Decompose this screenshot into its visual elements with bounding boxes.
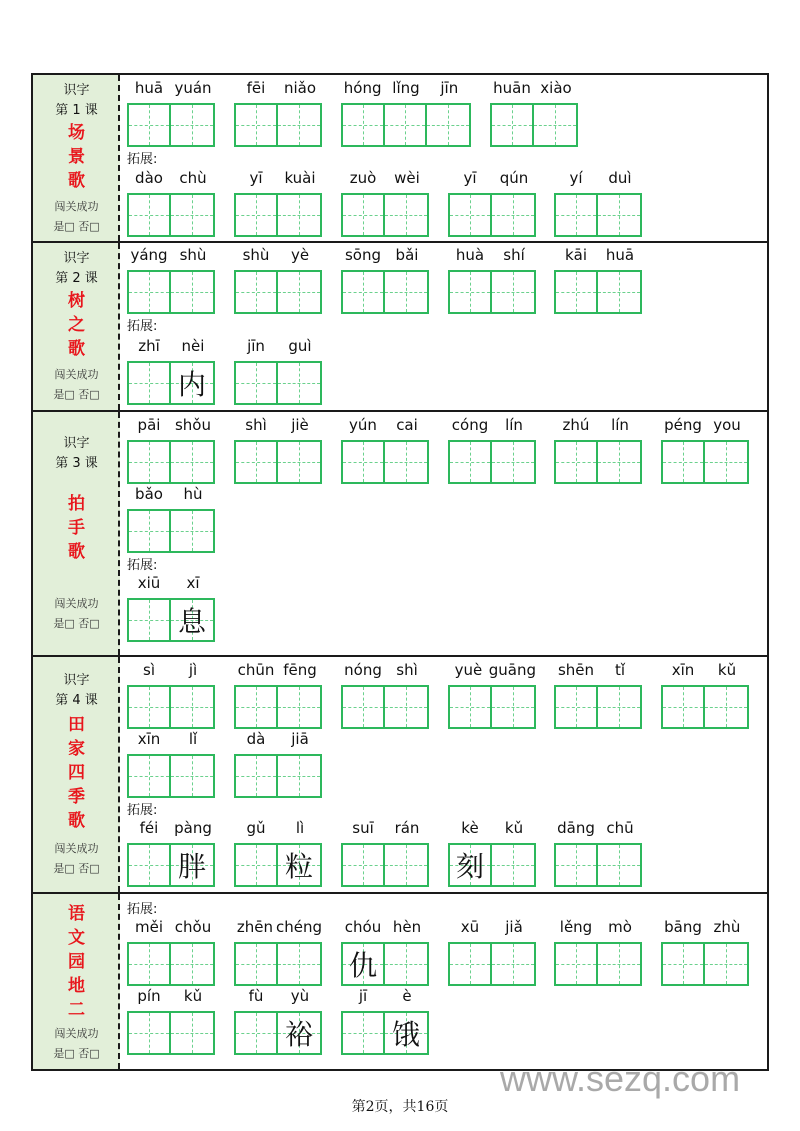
pinyin: suī <box>352 819 374 837</box>
tianzige-cell[interactable] <box>236 195 278 235</box>
pinyin: zhú <box>562 416 590 434</box>
lesson-sidebar <box>33 894 120 1069</box>
pinyin: duì <box>608 169 632 187</box>
lesson-3 <box>33 412 767 657</box>
tianzige-cell[interactable] <box>598 272 640 312</box>
tianzige-cell[interactable] <box>343 105 385 145</box>
tianzige-cell[interactable] <box>236 442 278 482</box>
pinyin: niǎo <box>283 79 317 97</box>
extension-label: 拓展: <box>127 319 158 334</box>
lesson-title-char: 地 <box>68 976 85 996</box>
tianzige-cell[interactable] <box>556 442 598 482</box>
pinyin: lín <box>505 416 523 434</box>
extension-label: 拓展: <box>127 152 158 167</box>
tianzige-cell[interactable] <box>129 363 171 403</box>
pinyin: péng <box>664 416 702 434</box>
pinyin: è <box>402 987 412 1005</box>
tianzige-cell[interactable] <box>556 687 598 727</box>
tianzige-cell[interactable] <box>450 687 492 727</box>
pinyin: shēn <box>557 661 595 679</box>
tianzige-cell[interactable] <box>343 687 385 727</box>
pinyin: sōng <box>344 246 382 264</box>
pinyin: shù <box>242 246 270 264</box>
tianzige-cell[interactable] <box>705 944 747 984</box>
tianzige-cell[interactable] <box>129 845 171 885</box>
pinyin: lǐng <box>392 79 420 97</box>
lesson-title-char: 歌 <box>68 171 85 191</box>
pinyin: qún <box>499 169 529 187</box>
tianzige-cell[interactable] <box>343 845 385 885</box>
lesson-title-char: 场 <box>68 123 85 143</box>
pinyin: huà <box>455 246 485 264</box>
pinyin: xiū <box>137 574 161 592</box>
pinyin: dào <box>135 169 163 187</box>
tianzige-cell[interactable] <box>705 442 747 482</box>
pinyin: měi <box>134 918 163 936</box>
pinyin: wèi <box>394 169 420 187</box>
pass-choice[interactable]: 是□ 否□ <box>53 617 100 630</box>
lesson-title-char: 文 <box>68 928 85 948</box>
lesson-number: 第 1 课 <box>55 103 98 118</box>
pinyin: you <box>713 416 741 434</box>
pinyin: chéng <box>275 918 322 936</box>
pinyin: yī <box>249 169 263 187</box>
tianzige-cell[interactable] <box>450 195 492 235</box>
pinyin: jī <box>358 987 368 1005</box>
tianzige-cell[interactable] <box>598 845 640 885</box>
tianzige-cell[interactable] <box>427 105 469 145</box>
pinyin: mò <box>608 918 632 936</box>
tianzige-cell[interactable] <box>343 195 385 235</box>
pass-label: 闯关成功 <box>54 200 99 213</box>
tianzige-cell[interactable] <box>492 105 534 145</box>
pinyin: shì <box>245 416 267 434</box>
lesson-sidebar <box>33 75 120 241</box>
lesson-title-char: 歌 <box>68 542 85 562</box>
lesson-sidebar <box>33 243 120 410</box>
tianzige-cell[interactable] <box>598 442 640 482</box>
tianzige-cell[interactable] <box>278 195 320 235</box>
tianzige-cell[interactable] <box>236 845 278 885</box>
tianzige-cell[interactable] <box>343 442 385 482</box>
example-character: 粒 <box>284 850 313 883</box>
pinyin: pàng <box>174 819 212 837</box>
lesson-title-char: 二 <box>68 1000 85 1020</box>
lesson-title-char: 园 <box>68 952 85 972</box>
pass-label: 闯关成功 <box>54 368 99 381</box>
pinyin: huā <box>134 79 164 97</box>
pinyin: pín <box>137 987 161 1005</box>
tianzige-cell[interactable] <box>129 600 171 640</box>
tianzige-cell[interactable] <box>236 105 278 145</box>
tianzige-cell[interactable] <box>129 195 171 235</box>
tianzige-cell[interactable] <box>450 944 492 984</box>
lesson-title-char: 家 <box>68 739 85 759</box>
tianzige-cell[interactable] <box>278 272 320 312</box>
extension-label: 拓展: <box>127 558 158 573</box>
pinyin: shí <box>503 246 525 264</box>
pinyin: xīn <box>671 661 695 679</box>
pass-label: 闯关成功 <box>54 1027 99 1040</box>
pinyin: zhù <box>713 918 741 936</box>
pinyin: nóng <box>344 661 382 679</box>
pinyin: guāng <box>488 661 536 679</box>
pinyin: bāng <box>664 918 702 936</box>
example-character: 息 <box>177 605 206 638</box>
pass-choice[interactable]: 是□ 否□ <box>53 220 100 233</box>
pinyin: féi <box>139 819 159 837</box>
pinyin: xīn <box>137 730 161 748</box>
tianzige-cell[interactable] <box>236 272 278 312</box>
pinyin: chù <box>179 169 207 187</box>
pinyin: kǔ <box>504 819 524 837</box>
pinyin: jiǎ <box>505 918 523 936</box>
tianzige-cell[interactable] <box>171 442 213 482</box>
lesson-type: 识字 <box>63 673 90 688</box>
lesson-type: 识字 <box>63 436 90 451</box>
pinyin: chóu <box>344 918 382 936</box>
tianzige-cell[interactable] <box>171 845 213 885</box>
tianzige-cell[interactable] <box>236 1013 278 1053</box>
tianzige-cell[interactable] <box>450 272 492 312</box>
pinyin: shì <box>396 661 418 679</box>
pinyin: kǔ <box>717 661 737 679</box>
tianzige-cell[interactable] <box>598 195 640 235</box>
lesson-title-char: 手 <box>68 518 85 538</box>
pinyin: huān <box>493 79 531 97</box>
pinyin: jì <box>188 661 198 679</box>
tianzige-cell[interactable] <box>492 195 534 235</box>
example-character: 仇 <box>348 949 377 982</box>
tianzige-cell[interactable] <box>556 272 598 312</box>
tianzige-cell[interactable] <box>492 944 534 984</box>
pinyin: yuán <box>174 79 212 97</box>
lesson-type: 识字 <box>63 83 90 98</box>
lesson-title-char: 树 <box>68 291 85 311</box>
lesson-title-char: 季 <box>68 787 85 807</box>
lesson-title-char: 景 <box>68 147 85 167</box>
pinyin: kǔ <box>183 987 203 1005</box>
pinyin: chū <box>606 819 634 837</box>
pinyin: guì <box>288 337 312 355</box>
tianzige-cell[interactable] <box>171 511 213 551</box>
lesson-title-char: 歌 <box>68 339 85 359</box>
tianzige-cell[interactable] <box>556 195 598 235</box>
lesson-number: 第 3 课 <box>55 456 98 471</box>
tianzige-cell[interactable] <box>129 1013 171 1053</box>
pinyin: xiào <box>540 79 572 97</box>
pinyin: jīn <box>247 337 265 355</box>
tianzige-cell[interactable] <box>598 944 640 984</box>
tianzige-cell[interactable] <box>129 105 171 145</box>
tianzige-cell[interactable] <box>129 687 171 727</box>
tianzige-cell[interactable] <box>278 756 320 796</box>
pinyin: zhī <box>138 337 160 355</box>
tianzige-cell[interactable] <box>343 944 385 984</box>
tianzige-cell[interactable] <box>129 756 171 796</box>
tianzige-cell[interactable] <box>492 687 534 727</box>
tianzige-cell[interactable] <box>278 944 320 984</box>
pinyin: dà <box>246 730 266 748</box>
tianzige-cell[interactable] <box>705 687 747 727</box>
tianzige-cell[interactable] <box>343 1013 385 1053</box>
tianzige-cell[interactable] <box>129 944 171 984</box>
pass-choice[interactable]: 是□ 否□ <box>53 862 100 875</box>
tianzige-cell[interactable] <box>278 442 320 482</box>
pinyin: chǒu <box>174 918 212 936</box>
tianzige-cell[interactable] <box>492 272 534 312</box>
tianzige-cell[interactable] <box>385 195 427 235</box>
pinyin: yī <box>463 169 477 187</box>
lesson-number: 第 2 课 <box>55 271 98 286</box>
pinyin: lǐ <box>188 730 198 748</box>
tianzige-cell[interactable] <box>236 756 278 796</box>
pinyin: pāi <box>137 416 161 434</box>
pinyin: zuò <box>349 169 377 187</box>
tianzige-cell[interactable] <box>385 944 427 984</box>
pinyin: lěng <box>559 918 593 936</box>
tianzige-cell[interactable] <box>236 944 278 984</box>
example-character: 内 <box>177 368 206 401</box>
pinyin: xī <box>186 574 200 592</box>
lesson-title-char: 歌 <box>68 811 85 831</box>
lesson-title-char: 四 <box>68 763 85 783</box>
tianzige-cell[interactable] <box>385 1013 427 1053</box>
tianzige-cell[interactable] <box>171 600 213 640</box>
pinyin: xū <box>460 918 480 936</box>
lesson-2 <box>33 243 767 412</box>
tianzige-cell[interactable] <box>236 687 278 727</box>
pinyin: yún <box>349 416 377 434</box>
pinyin: jīn <box>440 79 459 97</box>
lesson-title-char: 拍 <box>68 494 85 514</box>
pinyin: tǐ <box>614 661 626 679</box>
tianzige-cell[interactable] <box>663 442 705 482</box>
tianzige-cell[interactable] <box>171 944 213 984</box>
tianzige-cell[interactable] <box>492 845 534 885</box>
tianzige-cell[interactable] <box>171 756 213 796</box>
tianzige-cell[interactable] <box>534 105 576 145</box>
pinyin: shǒu <box>174 416 211 434</box>
tianzige-cell[interactable] <box>171 272 213 312</box>
tianzige-cell[interactable] <box>278 1013 320 1053</box>
pinyin: lì <box>295 819 305 837</box>
example-character: 胖 <box>177 850 206 883</box>
pinyin: kāi <box>564 246 588 264</box>
tianzige-cell[interactable] <box>171 687 213 727</box>
lesson-yuwen-yuandi-2 <box>33 894 767 1069</box>
lesson-type: 识字 <box>63 251 90 266</box>
tianzige-cell[interactable] <box>663 687 705 727</box>
extension-label: 拓展: <box>127 902 158 917</box>
pinyin: rán <box>394 819 420 837</box>
tianzige-cell[interactable] <box>129 511 171 551</box>
tianzige-cell[interactable] <box>450 845 492 885</box>
pinyin: cai <box>396 416 418 434</box>
lesson-4 <box>33 657 767 894</box>
pinyin: gǔ <box>246 819 266 837</box>
tianzige-cell[interactable] <box>450 442 492 482</box>
pinyin: shù <box>179 246 207 264</box>
pass-label: 闯关成功 <box>54 597 99 610</box>
tianzige-cell[interactable] <box>129 442 171 482</box>
pass-choice[interactable]: 是□ 否□ <box>53 1047 100 1060</box>
tianzige-cell[interactable] <box>663 944 705 984</box>
tianzige-cell[interactable] <box>171 363 213 403</box>
pinyin: hèn <box>392 918 422 936</box>
tianzige-cell[interactable] <box>598 687 640 727</box>
pinyin: dāng <box>557 819 595 837</box>
pass-choice[interactable]: 是□ 否□ <box>53 388 100 401</box>
lesson-title-char: 语 <box>68 904 85 924</box>
pinyin: fù <box>248 987 264 1005</box>
tianzige-cell[interactable] <box>556 845 598 885</box>
tianzige-cell[interactable] <box>385 687 427 727</box>
pinyin: chūn <box>237 661 275 679</box>
lesson-title-char: 之 <box>68 315 85 335</box>
lesson-sidebar <box>33 657 120 892</box>
pinyin: huā <box>605 246 635 264</box>
tianzige-cell[interactable] <box>343 272 385 312</box>
pinyin: jiā <box>291 730 309 748</box>
pinyin: cóng <box>451 416 489 434</box>
tianzige-cell[interactable] <box>492 442 534 482</box>
tianzige-cell[interactable] <box>129 272 171 312</box>
pinyin: yù <box>290 987 310 1005</box>
tianzige-cell[interactable] <box>278 363 320 403</box>
pass-label: 闯关成功 <box>54 842 99 855</box>
pinyin: yè <box>290 246 310 264</box>
tianzige-cell[interactable] <box>278 687 320 727</box>
pinyin: kuài <box>284 169 316 187</box>
example-character: 饿 <box>391 1018 420 1051</box>
tianzige-cell[interactable] <box>171 105 213 145</box>
pinyin: hù <box>183 485 203 503</box>
tianzige-cell[interactable] <box>236 363 278 403</box>
tianzige-cell[interactable] <box>385 272 427 312</box>
tianzige-cell[interactable] <box>278 105 320 145</box>
tianzige-cell[interactable] <box>171 1013 213 1053</box>
worksheet-table <box>31 73 769 1071</box>
tianzige-cell[interactable] <box>278 845 320 885</box>
pinyin: nèi <box>181 337 205 355</box>
lesson-1 <box>33 75 767 243</box>
example-character: 刻 <box>455 850 484 883</box>
tianzige-cell[interactable] <box>385 845 427 885</box>
pinyin: yí <box>569 169 583 187</box>
watermark: www.sezq.com <box>500 1058 741 1099</box>
pinyin: yáng <box>130 246 168 264</box>
lesson-sidebar <box>33 412 120 655</box>
tianzige-cell[interactable] <box>171 195 213 235</box>
pinyin: sì <box>143 661 155 679</box>
pinyin: kè <box>461 819 479 837</box>
pinyin: fēng <box>283 661 317 679</box>
pinyin: jiè <box>291 416 309 434</box>
tianzige-cell[interactable] <box>385 105 427 145</box>
pinyin: bǎi <box>395 246 419 264</box>
pinyin: hóng <box>343 79 382 97</box>
lesson-title-char: 田 <box>68 715 85 735</box>
pinyin: yuè <box>454 661 483 679</box>
example-character: 裕 <box>284 1018 313 1051</box>
lesson-number: 第 4 课 <box>55 693 98 708</box>
pinyin: bǎo <box>135 485 163 503</box>
page-indicator: 第2页，共16页 <box>351 1099 449 1115</box>
pinyin: fēi <box>246 79 266 97</box>
extension-label: 拓展: <box>127 803 158 818</box>
tianzige-cell[interactable] <box>385 442 427 482</box>
pinyin: lín <box>611 416 629 434</box>
tianzige-cell[interactable] <box>556 944 598 984</box>
pinyin: zhēn <box>236 918 274 936</box>
